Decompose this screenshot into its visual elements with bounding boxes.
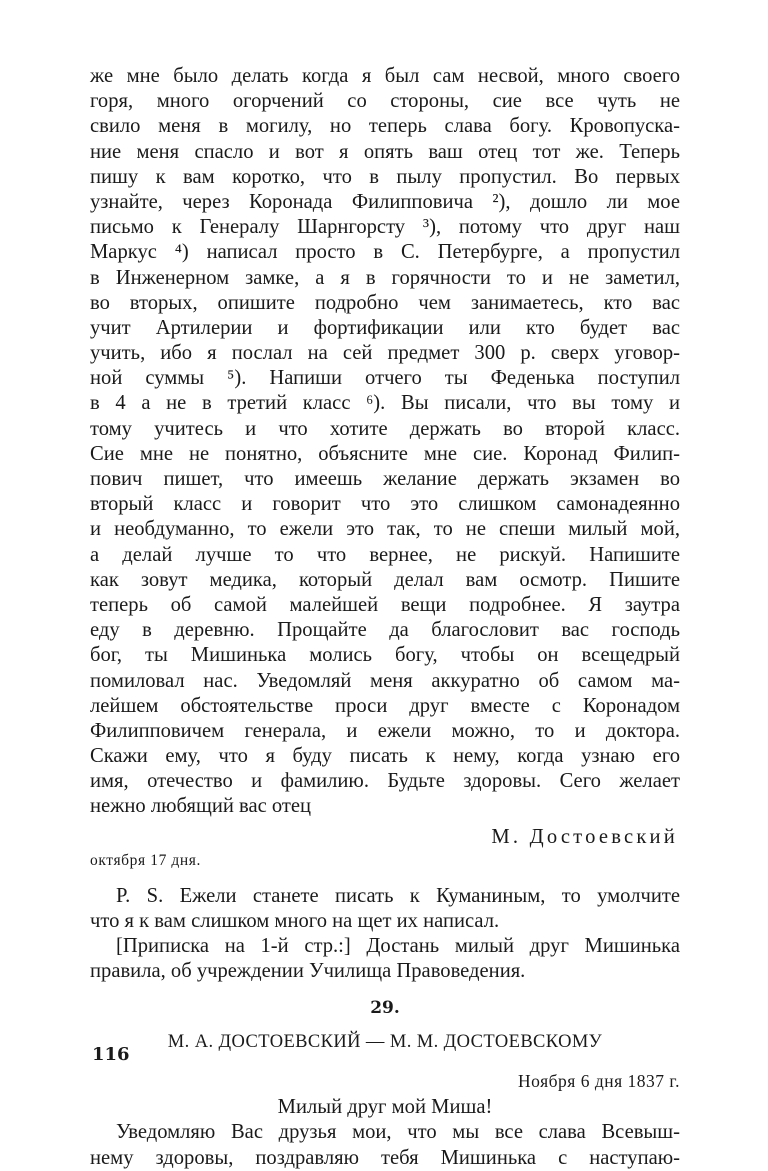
text-line: учит Артилерии и фортификации или кто будет вас xyxy=(90,316,680,339)
text-line: в 4 а не в третий класс ⁶). Вы писали, что вы тому и xyxy=(90,392,680,415)
text-line: узнайте, через Коронада Филипповича ²), дошло ли мое xyxy=(90,190,680,213)
letter-date: октября 17 дня. xyxy=(90,851,201,869)
text-line: что я к вам слишком много на щет их написал. xyxy=(90,909,500,932)
postscript xyxy=(90,884,680,934)
addendum xyxy=(90,934,680,984)
text-line: ние меня спасло и вот я опять ваш отец тот же. Теперь xyxy=(90,140,680,163)
text-line: Филипповичем генерала, и ежели можно, то и доктора. xyxy=(90,719,680,742)
greeting: Милый друг мой Миша! xyxy=(277,1096,493,1119)
text-line: вторый класс и говорит что это слишком самонадеянно xyxy=(90,493,680,516)
text-line: имя, отечество и фамилию. Будьте здоровы. Сего желает xyxy=(90,770,680,793)
text-line: как зовут медика, который делал вам осмотр. Пишите xyxy=(90,568,680,591)
text-line: еду в деревню. Прощайте да благословит вас господь xyxy=(90,619,680,642)
page-number: 116 xyxy=(92,1044,130,1065)
text-line: бог, ты Мишинька молись богу, чтобы он всещедрый xyxy=(90,644,680,667)
letter-body xyxy=(90,64,680,820)
text-line: теперь об самой малейшей вещи подробнее. Я заутра xyxy=(90,593,680,616)
text-line: P. S. Ежели станете писать к Куманиным, то умолчите xyxy=(116,884,680,907)
text-line: Сие мне не понятно, объясните мне сие. Коронад Филип- xyxy=(90,442,680,465)
page-content xyxy=(90,64,680,1171)
text-line: правила, об учреждении Училища Правоведения. xyxy=(90,960,526,983)
text-line: а делай лучше то что вернее, не рискуй. Напишите xyxy=(90,543,680,566)
letter-number: 29. xyxy=(370,998,400,1019)
text-line: Скажи ему, что я буду писать к нему, когда узнаю его xyxy=(90,745,680,768)
next-letter-body xyxy=(90,1120,680,1170)
text-line: учить, ибо я послал на сей предмет 300 р. сверх уговор- xyxy=(90,342,680,365)
text-line: помиловал нас. Уведомляй меня аккуратно об самом ма- xyxy=(90,669,680,692)
text-line: во вторых, опишите подробно чем занимаетесь, кто вас xyxy=(90,291,680,314)
text-line: тому учитесь и что хотите держать во второй класс. xyxy=(90,417,680,440)
text-line: в Инженерном замке, а я в горячности то и не заметил, xyxy=(90,266,680,289)
text-line: горя, много огорчений со стороны, сие все чуть не xyxy=(90,90,680,113)
text-line: Уведомляю Вас друзья мои, что мы все слава Всевыш- xyxy=(116,1121,680,1144)
next-letter-date: Ноября 6 дня 1837 г. xyxy=(518,1071,680,1092)
text-line: письмо к Генералу Шарнгорсту ³), потому что друг наш xyxy=(90,216,680,239)
signature: М. Достоевский xyxy=(491,825,678,848)
letter-heading: М. А. ДОСТОЕВСКИЙ — М. М. ДОСТОЕВСКОМУ xyxy=(167,1032,603,1053)
text-line: Маркус ⁴) написал просто в С. Петербурге, а пропустил xyxy=(90,241,680,264)
text-line: пович пишет, что имеешь желание держать экзамен во xyxy=(90,468,680,490)
text-line: ной суммы ⁵). Напиши отчего ты Феденька поступил xyxy=(90,367,680,390)
text-line: пишу к вам коротко, что в пылу пропустил. Во первых xyxy=(90,165,680,188)
text-line: лейшем обстоятельстве проси друг вместе с Коронадом xyxy=(90,694,680,717)
text-line: нему здоровы, поздравляю тебя Мишинька с наступаю- xyxy=(90,1146,680,1169)
text-line: нежно любящий вас отец xyxy=(90,795,312,818)
text-line: [Приписка на 1-й стр.:] Достань милый друг Мишинька xyxy=(116,935,680,957)
text-line: же мне было делать когда я был сам несвой, много своего xyxy=(90,65,680,87)
text-line: и необдуманно, то ежели это так, то не спеши милый мой, xyxy=(90,518,680,541)
text-line: свило меня в могилу, но теперь слава богу. Кровопуска- xyxy=(90,115,680,138)
